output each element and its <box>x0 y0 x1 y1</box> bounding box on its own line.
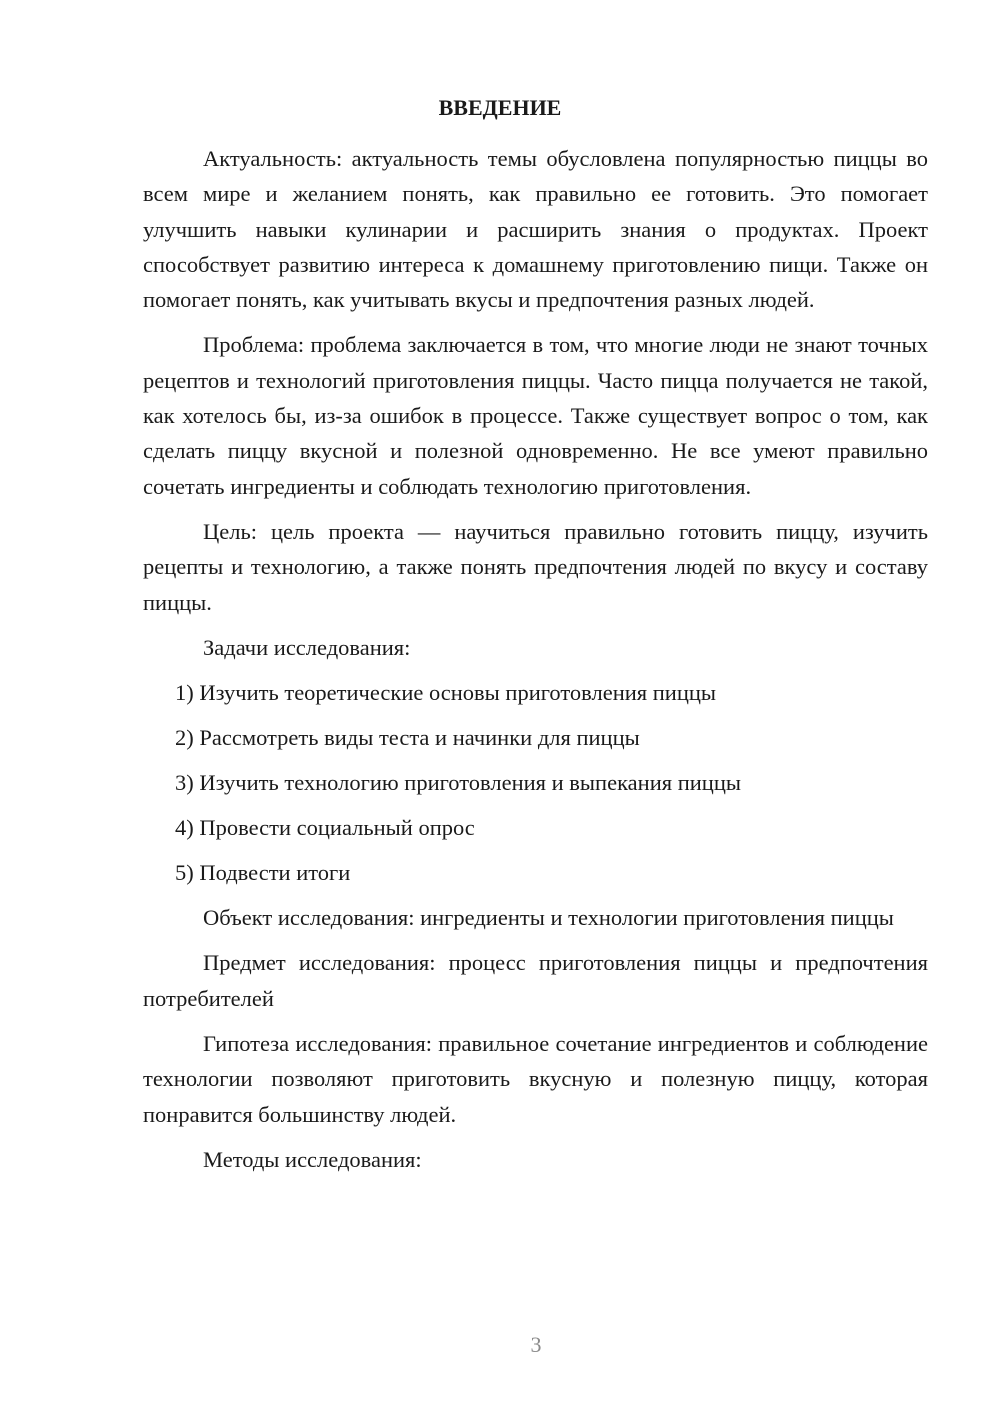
list-item: 4) Провести социальный опрос <box>175 815 475 841</box>
object-paragraph: Объект исследования: ингредиенты и технологии приготовления пиццы <box>203 905 894 931</box>
hypothesis-paragraph: Гипотеза исследования: правильное сочетание ингредиентов и соблюдение технологии позволяют приготовить вкусную и полезную пиццу, которая понравится большинству людей. <box>143 1031 928 1127</box>
goal-paragraph: Цель: цель проекта — научиться правильно готовить пиццу, изучить рецепты и технологию, а также понять предпочтения людей по вкусу и составу пиццы. <box>143 518 928 615</box>
list-item: 5) Подвести итоги <box>175 860 351 886</box>
subject-paragraph: Предмет исследования: процесс приготовления пиццы и предпочтения потребителей <box>143 950 928 1011</box>
page-number: 3 <box>530 1332 542 1357</box>
relevance-paragraph: Актуальность: актуальность темы обусловлена популярностью пиццы во всем мире и желанием понять, как правильно ее готовить. Это помогает улучшить навыки кулинарии и расширить знания о продуктах. Проект способствует развитию интереса к домашнему приготовлению пищи. Также он помогает понять, как учитывать вкусы и предпочтения разных людей. <box>143 146 928 313</box>
list-item: 3) Изучить технологию приготовления и выпекания пиццы <box>175 770 741 796</box>
list-item: 2) Рассмотреть виды теста и начинки для пиццы <box>175 725 640 751</box>
section-heading: ВВЕДЕНИЕ <box>438 95 562 120</box>
list-item: 1) Изучить теоретические основы приготовления пиццы <box>175 680 717 706</box>
page-content <box>143 141 928 1177</box>
problem-paragraph: Проблема: проблема заключается в том, что многие люди не знают точных рецептов и технологий приготовления пиццы. Часто пицца получается не такой, как хотелось бы, из-за ошибок в процессе. Также существует вопрос о том, как сделать пиццу вкусной и полезной одновременно. Не все умеют правильно сочетать ингредиенты и соблюдать технологию приготовления. <box>143 332 928 499</box>
methods-title: Методы исследования: <box>203 1146 422 1172</box>
tasks-list <box>143 675 928 890</box>
tasks-title: Задачи исследования: <box>203 634 411 660</box>
